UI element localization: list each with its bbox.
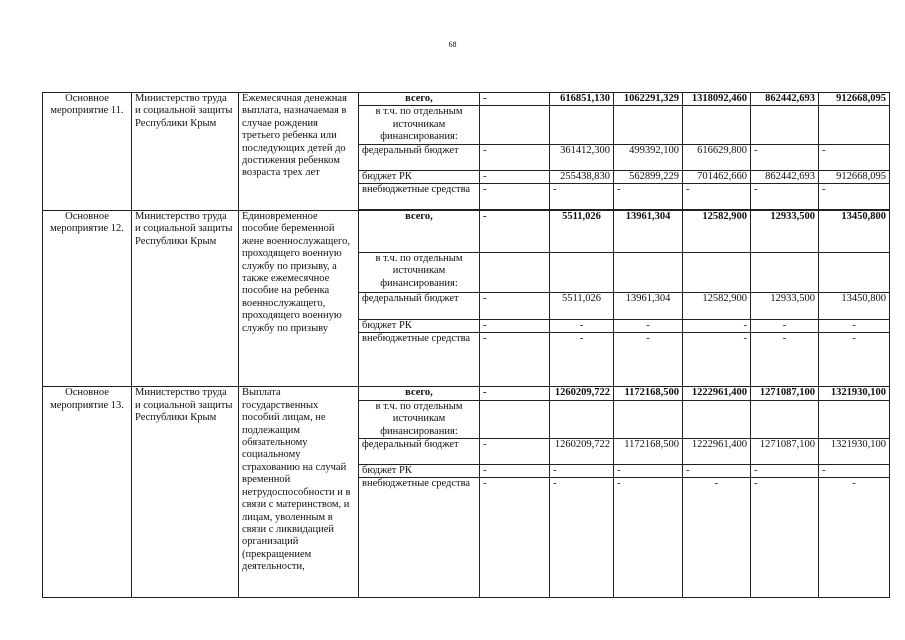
value-cell: - (683, 465, 751, 478)
source-rk: бюджет РК (359, 320, 480, 333)
value-cell: 1321930,100 (819, 439, 890, 465)
value-cell: 13961,304 (614, 211, 683, 253)
source-extra: внебюджетные средства (359, 333, 480, 387)
value-cell: - (614, 478, 683, 598)
value-cell: - (480, 93, 550, 106)
value-cell: 1222961,400 (683, 439, 751, 465)
value-cell: - (751, 478, 819, 598)
value-cell: - (751, 320, 819, 333)
value-cell: - (614, 184, 683, 210)
value-cell: - (683, 184, 751, 210)
value-cell (751, 253, 819, 293)
value-cell: 1260209,722 (550, 387, 614, 400)
value-cell (614, 253, 683, 293)
value-cell: 12933,500 (751, 211, 819, 253)
value-cell: 1318092,460 (683, 93, 751, 106)
value-cell: 616851,130 (550, 93, 614, 106)
value-cell: - (614, 320, 683, 333)
value-cell (480, 400, 550, 438)
value-cell: - (480, 439, 550, 465)
executor-cell: Министерство труда и социальной защиты Республики Крым (132, 93, 239, 211)
value-cell: - (550, 320, 614, 333)
value-cell: - (480, 478, 550, 598)
value-cell (550, 400, 614, 438)
value-cell: - (550, 184, 614, 210)
value-cell: 361412,300 (550, 144, 614, 170)
value-cell: 12582,900 (683, 211, 751, 253)
value-cell: 1222961,400 (683, 387, 751, 400)
description-cell: Единовременное пособие беременной жене военнослужащего, проходящего военную службу по призыву, а также ежемесячное пособие на ребенка военнослужащего, проходящего военную службу по призыву (239, 211, 359, 387)
value-cell: 616629,800 (683, 144, 751, 170)
value-cell (751, 400, 819, 438)
description-cell: Ежемесячная денежная выплата, назначаемая в случае рождения третьего ребенка или последующих детей до достижения ребенком возраста трех лет (239, 93, 359, 211)
value-cell: - (819, 333, 890, 387)
value-cell (480, 253, 550, 293)
table-row (43, 93, 890, 106)
budget-table (42, 92, 890, 598)
value-cell: 12933,500 (751, 293, 819, 320)
value-cell: 862442,693 (751, 93, 819, 106)
value-cell: - (480, 465, 550, 478)
value-cell (683, 253, 751, 293)
page-number: 68 (448, 40, 457, 49)
source-federal: федеральный бюджет (359, 293, 480, 320)
source-including: в т.ч. по отдельным источникам финансирования: (359, 253, 480, 293)
value-cell: 12582,900 (683, 293, 751, 320)
value-cell: 499392,100 (614, 144, 683, 170)
source-rk: бюджет РК (359, 170, 480, 183)
table-row (43, 387, 890, 400)
value-cell: - (480, 387, 550, 400)
value-cell: - (480, 211, 550, 253)
source-extra: внебюджетные средства (359, 184, 480, 210)
event-cell: Основное мероприятие 12. (43, 211, 132, 387)
value-cell: - (683, 333, 751, 387)
event-cell: Основное мероприятие 13. (43, 387, 132, 598)
value-cell: 1271087,100 (751, 387, 819, 400)
source-including: в т.ч. по отдельным источникам финансирования: (359, 106, 480, 144)
value-cell: - (480, 184, 550, 210)
value-cell: - (751, 465, 819, 478)
value-cell: 562899,229 (614, 170, 683, 183)
source-extra: внебюджетные средства (359, 478, 480, 598)
value-cell: 912668,095 (819, 170, 890, 183)
source-total: всего, (359, 93, 480, 106)
value-cell: 1271087,100 (751, 439, 819, 465)
value-cell (819, 106, 890, 144)
table-row (43, 211, 890, 253)
description-cell: Выплата государственных пособий лицам, не подлежащим обязательному социальному страхованию на случай временной нетрудоспособности и в связи с материнством, и лицам, уволенным в связи с ликвидацией организаций (прекращением деятельности, (239, 387, 359, 598)
source-rk: бюджет РК (359, 465, 480, 478)
value-cell: - (819, 184, 890, 210)
value-cell: - (480, 170, 550, 183)
value-cell: 1062291,329 (614, 93, 683, 106)
executor-cell: Министерство труда и социальной защиты Республики Крым (132, 211, 239, 387)
source-federal: федеральный бюджет (359, 144, 480, 170)
value-cell (683, 400, 751, 438)
value-cell: 1172168,500 (614, 439, 683, 465)
event-cell: Основное мероприятие 11. (43, 93, 132, 211)
value-cell: - (819, 465, 890, 478)
value-cell (550, 253, 614, 293)
value-cell: - (819, 478, 890, 598)
value-cell: - (550, 333, 614, 387)
value-cell (550, 106, 614, 144)
value-cell: - (480, 144, 550, 170)
value-cell: - (480, 293, 550, 320)
value-cell: - (819, 320, 890, 333)
value-cell (819, 253, 890, 293)
value-cell: - (480, 333, 550, 387)
value-cell (683, 106, 751, 144)
value-cell (614, 400, 683, 438)
source-total: всего, (359, 211, 480, 253)
value-cell: 13961,304 (614, 293, 683, 320)
value-cell: 13450,800 (819, 211, 890, 253)
value-cell (751, 106, 819, 144)
value-cell: 1260209,722 (550, 439, 614, 465)
value-cell: 5511,026 (550, 211, 614, 253)
executor-cell: Министерство труда и социальной защиты Республики Крым (132, 387, 239, 598)
value-cell: 862442,693 (751, 170, 819, 183)
value-cell: - (683, 320, 751, 333)
value-cell: - (751, 184, 819, 210)
value-cell: 255438,830 (550, 170, 614, 183)
source-including: в т.ч. по отдельным источникам финансирования: (359, 400, 480, 438)
value-cell: - (683, 478, 751, 598)
value-cell: 13450,800 (819, 293, 890, 320)
value-cell (819, 400, 890, 438)
value-cell: - (480, 320, 550, 333)
value-cell: - (819, 144, 890, 170)
value-cell: - (550, 478, 614, 598)
source-federal: федеральный бюджет (359, 439, 480, 465)
value-cell (480, 106, 550, 144)
value-cell: - (751, 144, 819, 170)
value-cell: - (614, 465, 683, 478)
value-cell: 1321930,100 (819, 387, 890, 400)
value-cell: - (550, 465, 614, 478)
value-cell: 1172168,500 (614, 387, 683, 400)
value-cell: 5511,026 (550, 293, 614, 320)
value-cell: 701462,660 (683, 170, 751, 183)
value-cell: - (614, 333, 683, 387)
value-cell: 912668,095 (819, 93, 890, 106)
source-total: всего, (359, 387, 480, 400)
value-cell: - (751, 333, 819, 387)
value-cell (614, 106, 683, 144)
